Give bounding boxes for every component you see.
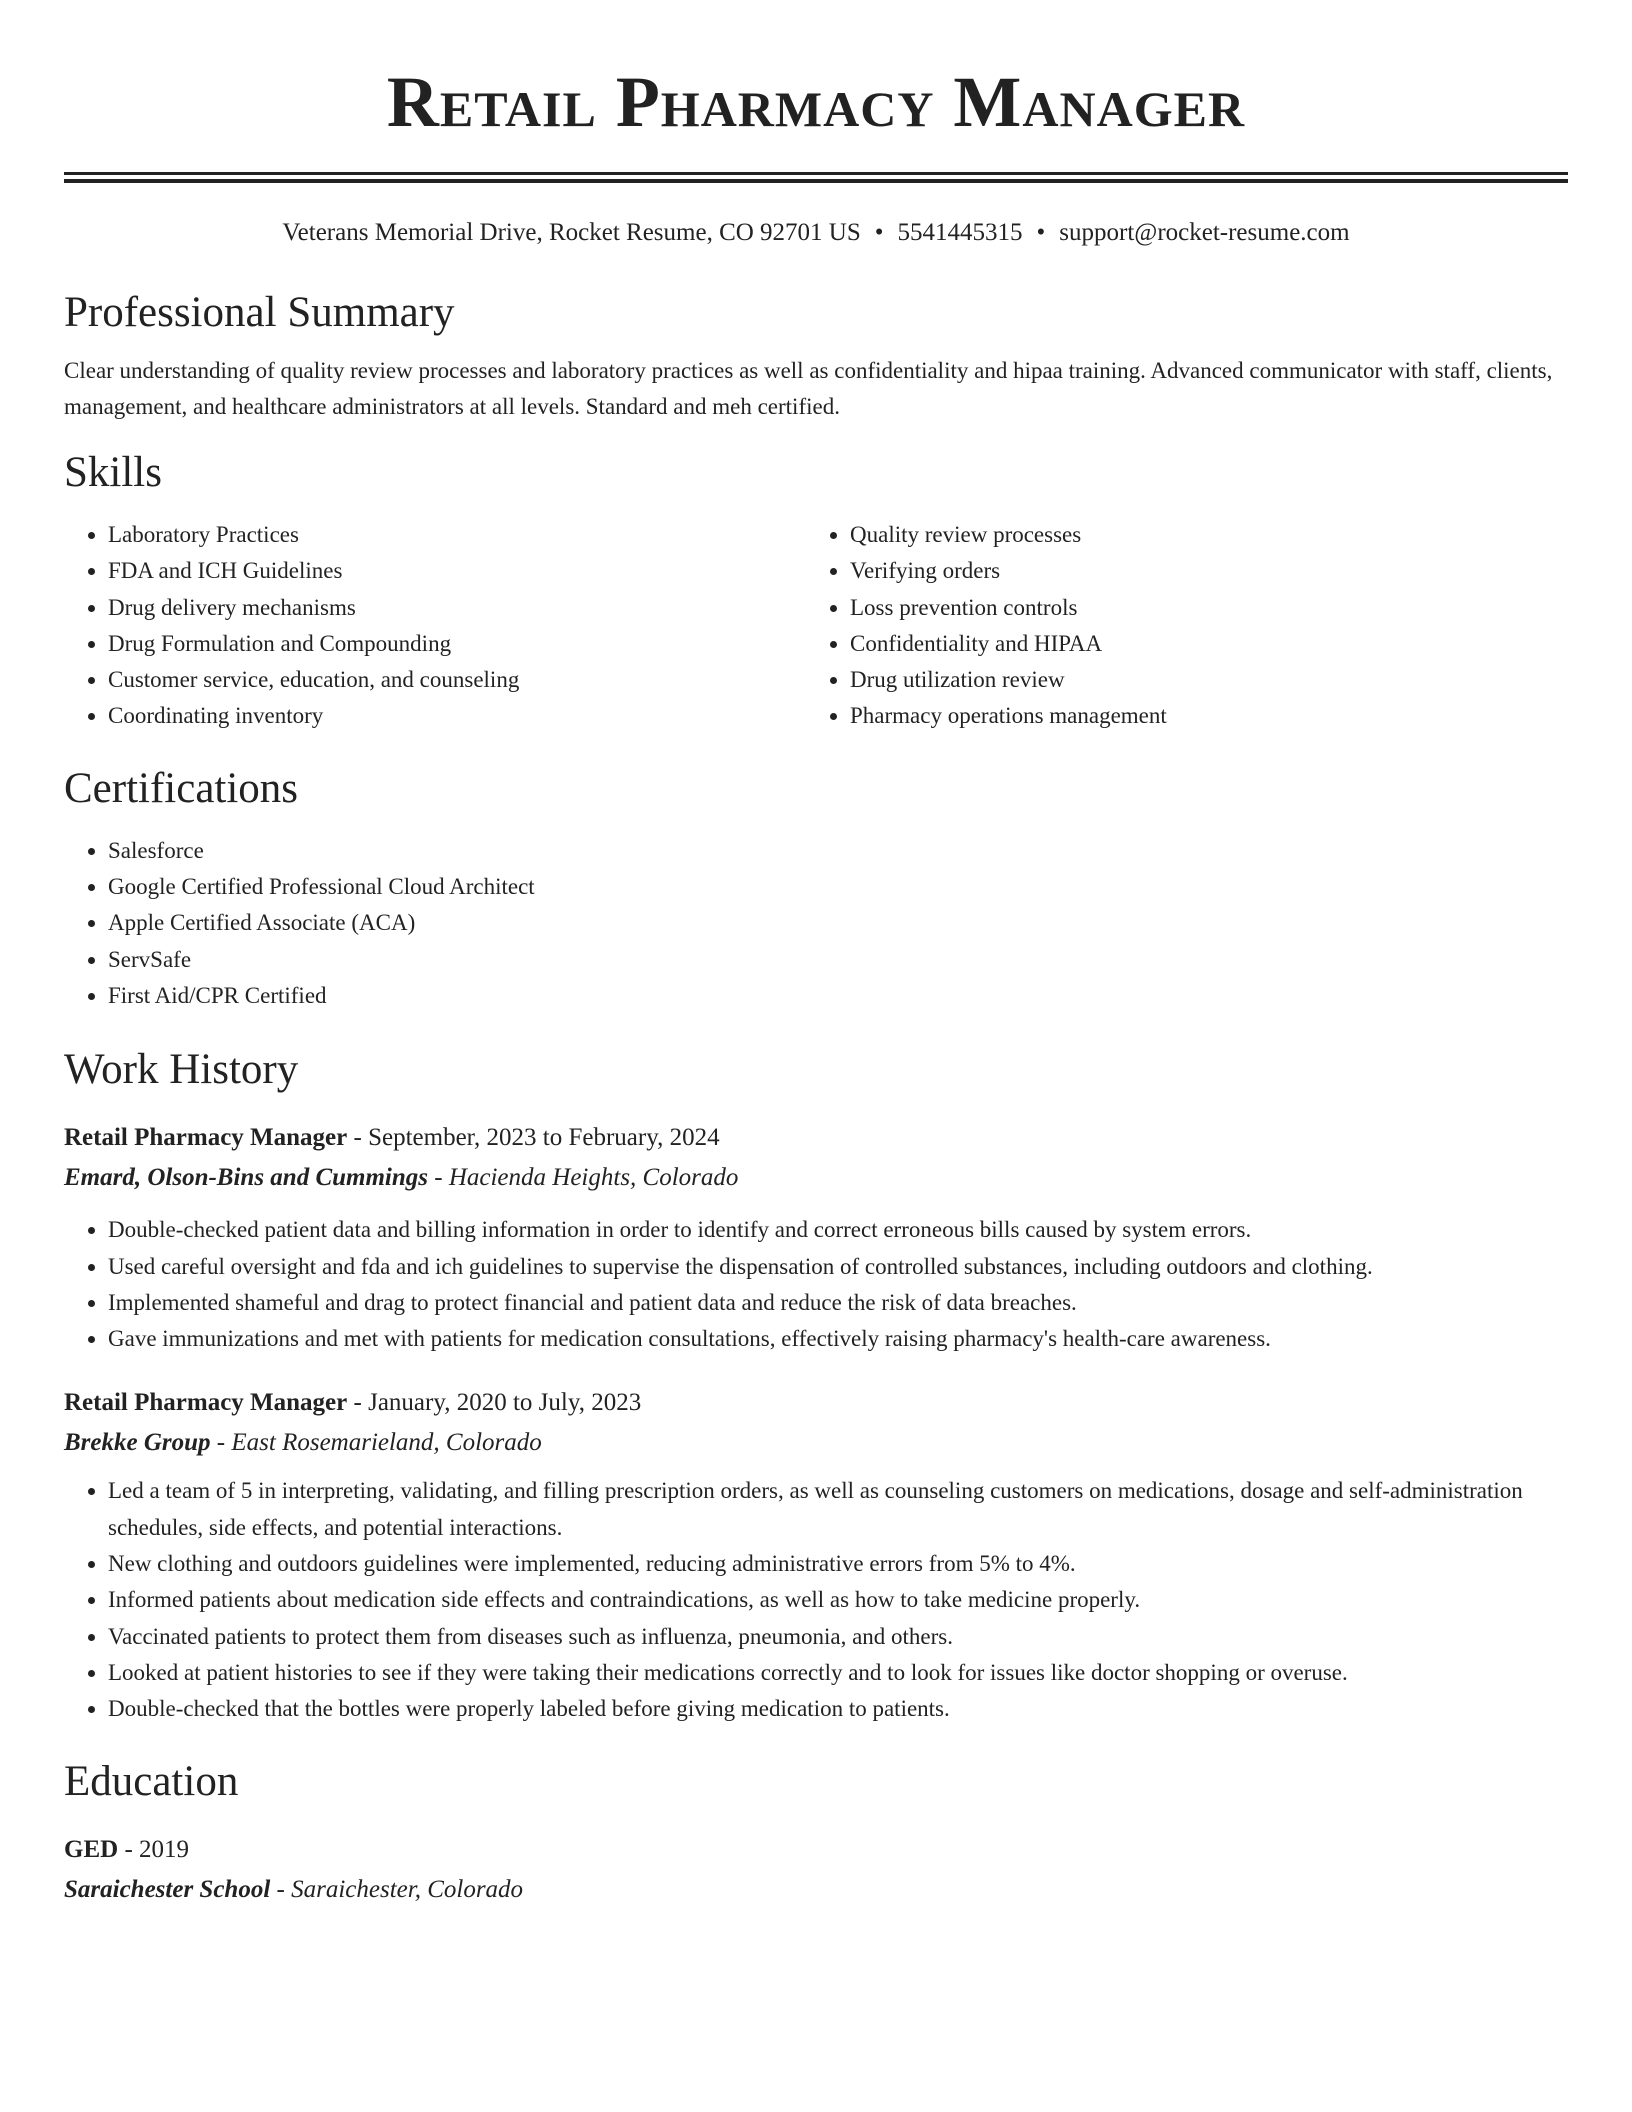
job-bullet: • New clothing and outdoors guidelines were implemented, reducing administrative errors from 5% to 4%. (108, 1546, 1568, 1582)
job-bullet: • Used careful oversight and fda and ich guidelines to supervise the dispensation of controlled substances, including outdoors and clothing. (108, 1249, 1568, 1285)
education-school-line (64, 1870, 1568, 1910)
education-degree-line (64, 1830, 1568, 1870)
education-school: Saraichester School (64, 1875, 271, 1903)
skills-grid (64, 517, 1568, 735)
job-dates: - September, 2023 to February, 2024 (347, 1124, 720, 1152)
certification-item: • Salesforce (108, 833, 1568, 869)
skill-item: • Drug delivery mechanisms (108, 590, 806, 626)
certifications-list (64, 833, 1568, 1014)
contact-address: Veterans Memorial Drive, Rocket Resume, CO 92701 US (282, 219, 861, 246)
header-divider (64, 172, 1568, 183)
skill-item: • Pharmacy operations management (850, 698, 1548, 734)
skills-section (64, 447, 1568, 735)
skill-item: • FDA and ICH Guidelines (108, 553, 806, 589)
job-company-line (64, 1158, 1568, 1198)
education-section (64, 1756, 1568, 1910)
education-year: - 2019 (118, 1835, 190, 1863)
education-degree: GED (64, 1835, 119, 1863)
contact-separator: • (1036, 219, 1046, 246)
job-dates: - January, 2020 to July, 2023 (347, 1389, 642, 1417)
certifications-heading: Certifications (64, 764, 299, 812)
job-title: Retail Pharmacy Manager (64, 1124, 348, 1152)
job-bullet: • Implemented shameful and drag to protect financial and patient data and reduce the risk of data breaches. (108, 1285, 1568, 1321)
resume-title: Retail Pharmacy Manager (386, 62, 1246, 142)
job-company: Emard, Olson-Bins and Cummings (64, 1164, 429, 1192)
job-bullet: • Gave immunizations and met with patients for medication consultations, effectively raising pharmacy's health-care awareness. (108, 1321, 1568, 1357)
job-title: Retail Pharmacy Manager (64, 1389, 348, 1417)
skill-item: • Drug utilization review (850, 662, 1548, 698)
job-bullet: • Informed patients about medication side effects and contraindications, as well as how to take medicine properly. (108, 1582, 1568, 1618)
skill-item: • Quality review processes (850, 517, 1548, 553)
job-location: - Hacienda Heights, Colorado (428, 1164, 739, 1192)
work-history-section (64, 1044, 1568, 1727)
skill-item: • Laboratory Practices (108, 517, 806, 553)
skills-column-right (806, 517, 1548, 735)
contact-separator: • (874, 219, 884, 246)
skills-heading: Skills (64, 449, 162, 496)
skill-item: • Coordinating inventory (108, 698, 806, 734)
job-entry (64, 1383, 1568, 1727)
skill-item: • Customer service, education, and counseling (108, 662, 806, 698)
certifications-section (64, 763, 1568, 1014)
skill-item: • Drug Formulation and Compounding (108, 626, 806, 662)
work-history-heading: Work History (64, 1046, 299, 1094)
job-bullet: • Looked at patient histories to see if they were taking their medications correctly and to look for issues like doctor shopping or overuse. (108, 1655, 1568, 1691)
job-title-line (64, 1383, 1568, 1423)
skill-item: • Verifying orders (850, 553, 1548, 589)
certification-item: • ServSafe (108, 942, 1568, 978)
job-company: Brekke Group (64, 1429, 211, 1457)
education-location: - Saraichester, Colorado (270, 1875, 524, 1903)
certification-item: • Google Certified Professional Cloud Architect (108, 869, 1568, 905)
summary-text: Clear understanding of quality review processes and laboratory practices as well as confidentiality and hipaa training. Advanced communicator with staff, clients, management, and healthcare administrators at all levels. Standard and meh certified. (64, 358, 1553, 419)
contact-email: support@rocket-resume.com (1059, 219, 1350, 246)
job-location: - East Rosemarieland, Colorado (210, 1429, 542, 1457)
skill-item: • Confidentiality and HIPAA (850, 626, 1548, 662)
job-title-line (64, 1118, 1568, 1158)
summary-heading: Professional Summary (64, 289, 455, 336)
summary-section (64, 287, 1568, 425)
education-entry (64, 1830, 1568, 1910)
job-bullet: • Led a team of 5 in interpreting, validating, and filling prescription orders, as well as counseling customers on medications, dosage and self-administration schedules, side effects, and potential interactions. (108, 1473, 1568, 1546)
contact-phone: 5541445315 (897, 219, 1023, 246)
certification-item: • Apple Certified Associate (ACA) (108, 905, 1568, 941)
job-company-line (64, 1423, 1568, 1463)
job-entry (64, 1118, 1568, 1357)
job-bullet: • Double-checked that the bottles were properly labeled before giving medication to patients. (108, 1691, 1568, 1727)
job-bullets (64, 1212, 1568, 1357)
job-bullet: • Vaccinated patients to protect them from diseases such as influenza, pneumonia, and others. (108, 1619, 1568, 1655)
skill-item: • Loss prevention controls (850, 590, 1548, 626)
skills-column-left (64, 517, 806, 735)
education-heading: Education (64, 1757, 239, 1805)
contact-line (64, 217, 1568, 249)
certification-item: • First Aid/CPR Certified (108, 978, 1568, 1014)
job-bullet: • Double-checked patient data and billing information in order to identify and correct erroneous bills caused by system errors. (108, 1212, 1568, 1248)
job-bullets (64, 1473, 1568, 1727)
